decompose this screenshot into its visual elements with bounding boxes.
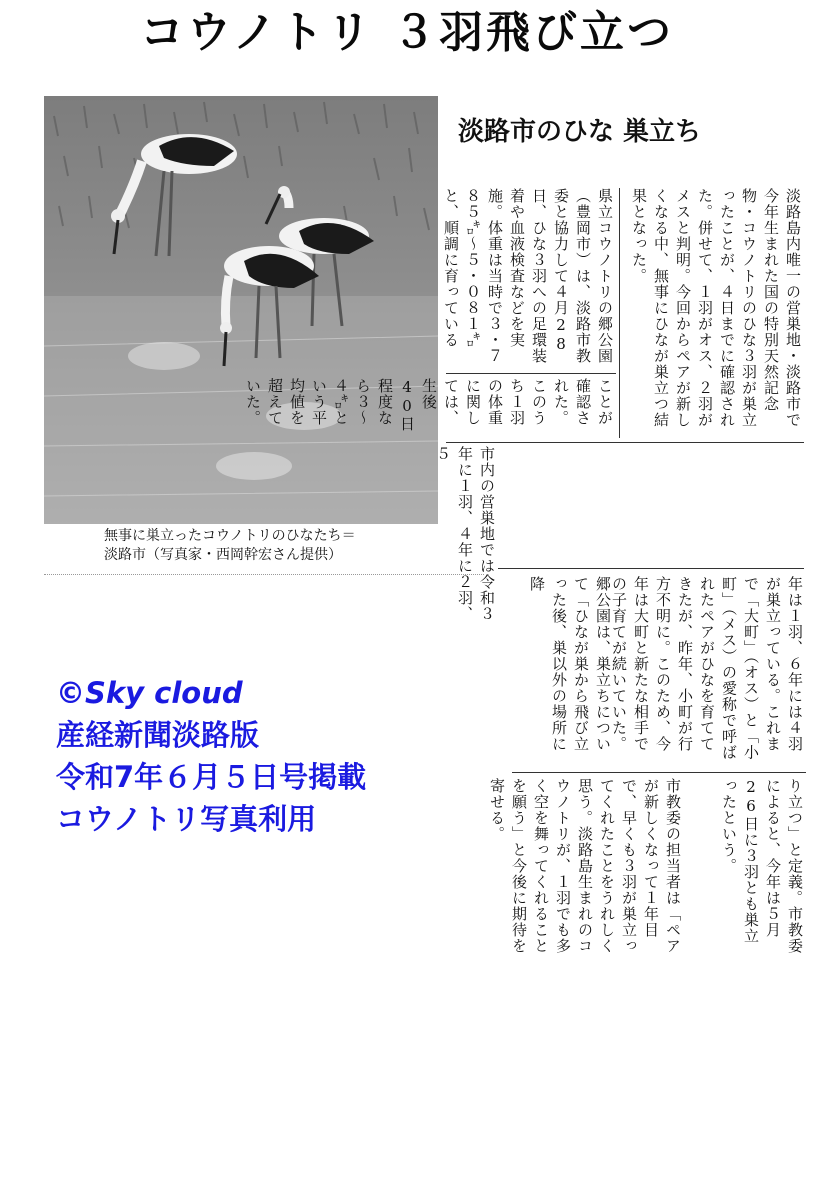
column-rule [619, 188, 620, 438]
article-paragraph-2: 県立コウノトリの郷公園（豊岡市）は、淡路市教委と協力して４月28日、ひな３羽への足環装着や血液検査などを実施。体重は当時で３・７８５㌔～５・０８１㌔と、順調に育っている [442, 188, 614, 364]
caption-line: 無事に巣立ったコウノトリのひなたち＝ [104, 528, 356, 544]
cut-divider [44, 574, 484, 583]
article-paragraph-5: 郷公園は、巣立ちについて「ひなが巣から飛び立った後、巣以外の場所に降 [528, 576, 612, 752]
credit-line: 産経新聞淡路版 [56, 718, 260, 752]
section-rule [498, 568, 804, 569]
section-rule [446, 373, 616, 374]
credit-line: コウノトリ写真利用 [56, 802, 317, 836]
subheadline: 淡路市のひな 巣立ち [458, 117, 702, 147]
storks-photo [44, 96, 438, 524]
article-paragraph-1: 淡路島内唯一の営巣地・淡路市で今年生まれた国の特別天然記念物・コウノトリのひな３羽が巣立ったことが、４日までに確認された。併せて、１羽がオス、２羽がメスと判明。今回からペアが新しくなる中、無事にひなが巣立つ結果となった。 [630, 188, 802, 428]
credit-line: 令和7年６月５日号掲載 [56, 760, 367, 794]
photo-caption [104, 527, 496, 565]
article-paragraph-2b: ことが確認された。このうち１羽の体重に関しては、生後40日程度なら３～４㌔という平均値を超えていた。 [244, 378, 614, 432]
credit-block [56, 672, 496, 840]
caption-line: 淡路市（写真家・西岡幹宏さん提供） [104, 547, 342, 563]
storks-photo-icon [44, 96, 438, 524]
section-rule [446, 442, 804, 443]
article-paragraph-3: 市内の営巣地では令和３年に１羽、４年に２羽、５ [434, 446, 496, 622]
article-paragraph-6: り立つ」と定義。市教委によると、今年は５月26日に３羽とも巣立ったという。 [720, 778, 804, 954]
section-rule [512, 772, 806, 773]
article-paragraph-4: 年は１羽、６年には４羽が巣立っている。これまで「大町」（オス）と「小町」（メス）の愛称で呼ばれたペアがひなを育ててきたが、昨年、小町が行方不明に。このため、今年は大町と新たな相手での子育てが続いていた。 [610, 576, 804, 761]
article-paragraph-7: 市教委の担当者は「ペアが新しくなって１年目で、早くも３羽が巣立ってくれたことをうれしく思う。淡路島生まれのコウノトリが、１羽でも多く空を舞ってくれることを願う」と今後に期待を寄せる。 [488, 778, 682, 954]
credit-line: ©Sky cloud [56, 676, 243, 710]
headline: コウノトリ ３羽飛び立つ [140, 7, 674, 58]
